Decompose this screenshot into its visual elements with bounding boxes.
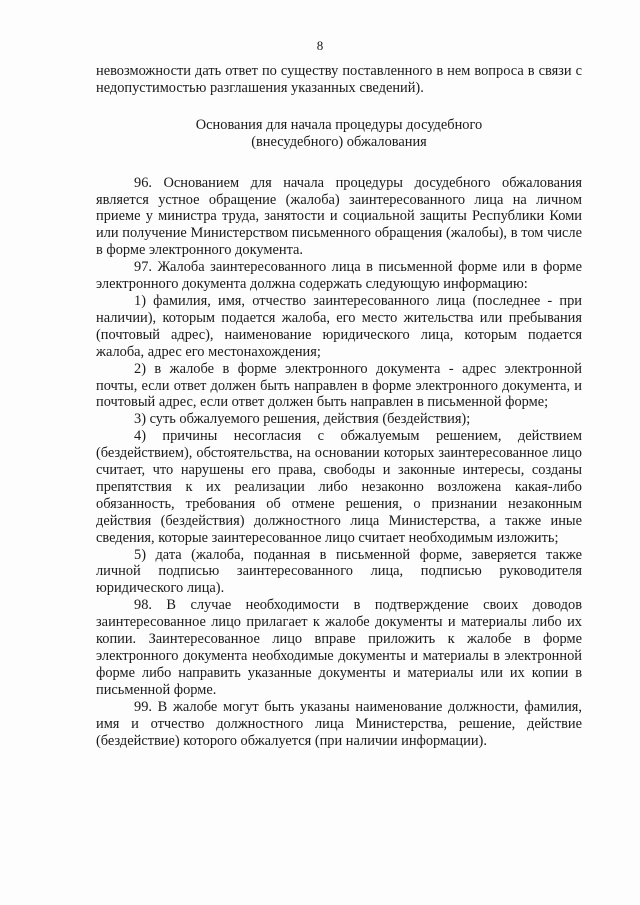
paragraph-97-item-5: 5) дата (жалоба, поданная в письменной форме, заверяется также личной подписью заинтересованного лица, подписью руководителя юридического лица).	[96, 546, 582, 597]
paragraph-97-item-3: 3) суть обжалуемого решения, действия (бездействия);	[134, 411, 471, 428]
paragraph-98: 98. В случае необходимости в подтверждение своих доводов заинтересованное лицо прилагает к жалобе документы и материалы либо их копии. Заинтересованное лицо вправе приложить к жалобе в форме электронного документа необходимые документы и материалы в электронной форме либо направить указанные документы и материалы или их копии в письменной форме.	[96, 597, 582, 698]
page-number: 8	[316, 38, 324, 53]
section-heading-line-1: Основания для начала процедуры досудебного	[195, 116, 483, 133]
document-body	[96, 63, 582, 749]
paragraph-97-item-1: 1) фамилия, имя, отчество заинтересованного лица (последнее - при наличии), которым подается жалоба, его место жительства или пребывания (почтовый адрес), наименование юридического лица, которым подается жалоба, адрес его местонахождения;	[96, 292, 582, 360]
paragraph-96: 96. Основанием для начала процедуры досудебного обжалования является устное обращение (жалоба) заинтересованного лица на личном приеме у министра труда, занятости и социальной защиты Республики Коми или получение Министерством письменного обращения (жалобы), в том числе в форме электронного документа.	[96, 174, 582, 259]
section-heading-line-2: (внесудебного) обжалования	[251, 133, 427, 150]
section-heading	[96, 117, 582, 151]
paragraph-97: 97. Жалоба заинтересованного лица в письменной форме или в форме электронного документа должна содержать следующую информацию:	[96, 259, 582, 293]
paragraph-97-item-2: 2) в жалобе в форме электронного документа - адрес электронной почты, если ответ должен быть направлен в форме электронного документа, и почтовый адрес, если ответ должен быть направлен в письменной форме;	[96, 360, 582, 411]
paragraph-97-item-4: 4) причины несогласия с обжалуемым решением, действием (бездействием), обстоятельства, на основании которых заинтересованное лицо считает, что нарушены его права, свободы и законные интересы, созданы препятствия к их реализации либо незаконно возложена какая-либо обязанность, требования об отмене решения, о признании незаконным действия (бездействия) должностного лица Министерства, а также иные сведения, которые заинтересованное лицо считает необходимым изложить;	[96, 428, 582, 546]
continuation-paragraph: невозможности дать ответ по существу поставленного в нем вопроса в связи с недопустимостью разглашения указанных сведений).	[96, 63, 582, 96]
paragraph-99: 99. В жалобе могут быть указаны наименование должности, фамилия, имя и отчество должностного лица Министерства, решение, действие (бездействие) которого обжалуется (при наличии информации).	[96, 698, 582, 749]
